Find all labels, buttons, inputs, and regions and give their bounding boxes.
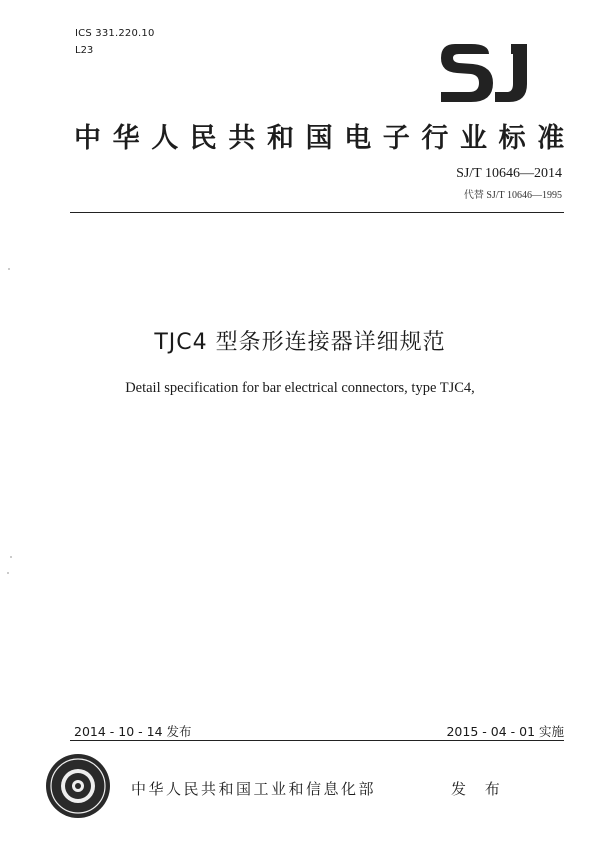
bottom-rule: [70, 740, 564, 741]
issue-date: 2014 - 10 - 14 发布: [74, 724, 192, 739]
sj-logo-graphic: [437, 38, 547, 108]
ics-code: ICS 331.220.10: [75, 28, 155, 39]
seal-graphic: [44, 752, 112, 820]
classification-code: L23: [75, 45, 94, 56]
implementation-date: 2015 - 04 - 01 实施: [446, 724, 564, 739]
standard-title: 中华人民共和国电子行业标准: [74, 123, 576, 154]
top-rule: [70, 212, 564, 213]
scan-speck: [7, 572, 9, 574]
issuing-authority: 中华人民共和国工业和信息化部: [131, 780, 377, 798]
standard-number: SJ/T 10646—2014: [456, 166, 562, 181]
scan-speck: [10, 556, 12, 558]
publish-label: 发 布: [451, 780, 507, 798]
official-seal: [44, 752, 112, 820]
scan-speck: [8, 268, 10, 270]
document-title-cn: TJC4 型条形连接器详细规范: [154, 330, 446, 355]
sj-logo: [437, 38, 547, 108]
replaces-standard: 代替 SJ/T 10646—1995: [463, 190, 562, 201]
document-title-en: Detail specification for bar electrical connectors, type TJC4,: [125, 380, 475, 396]
